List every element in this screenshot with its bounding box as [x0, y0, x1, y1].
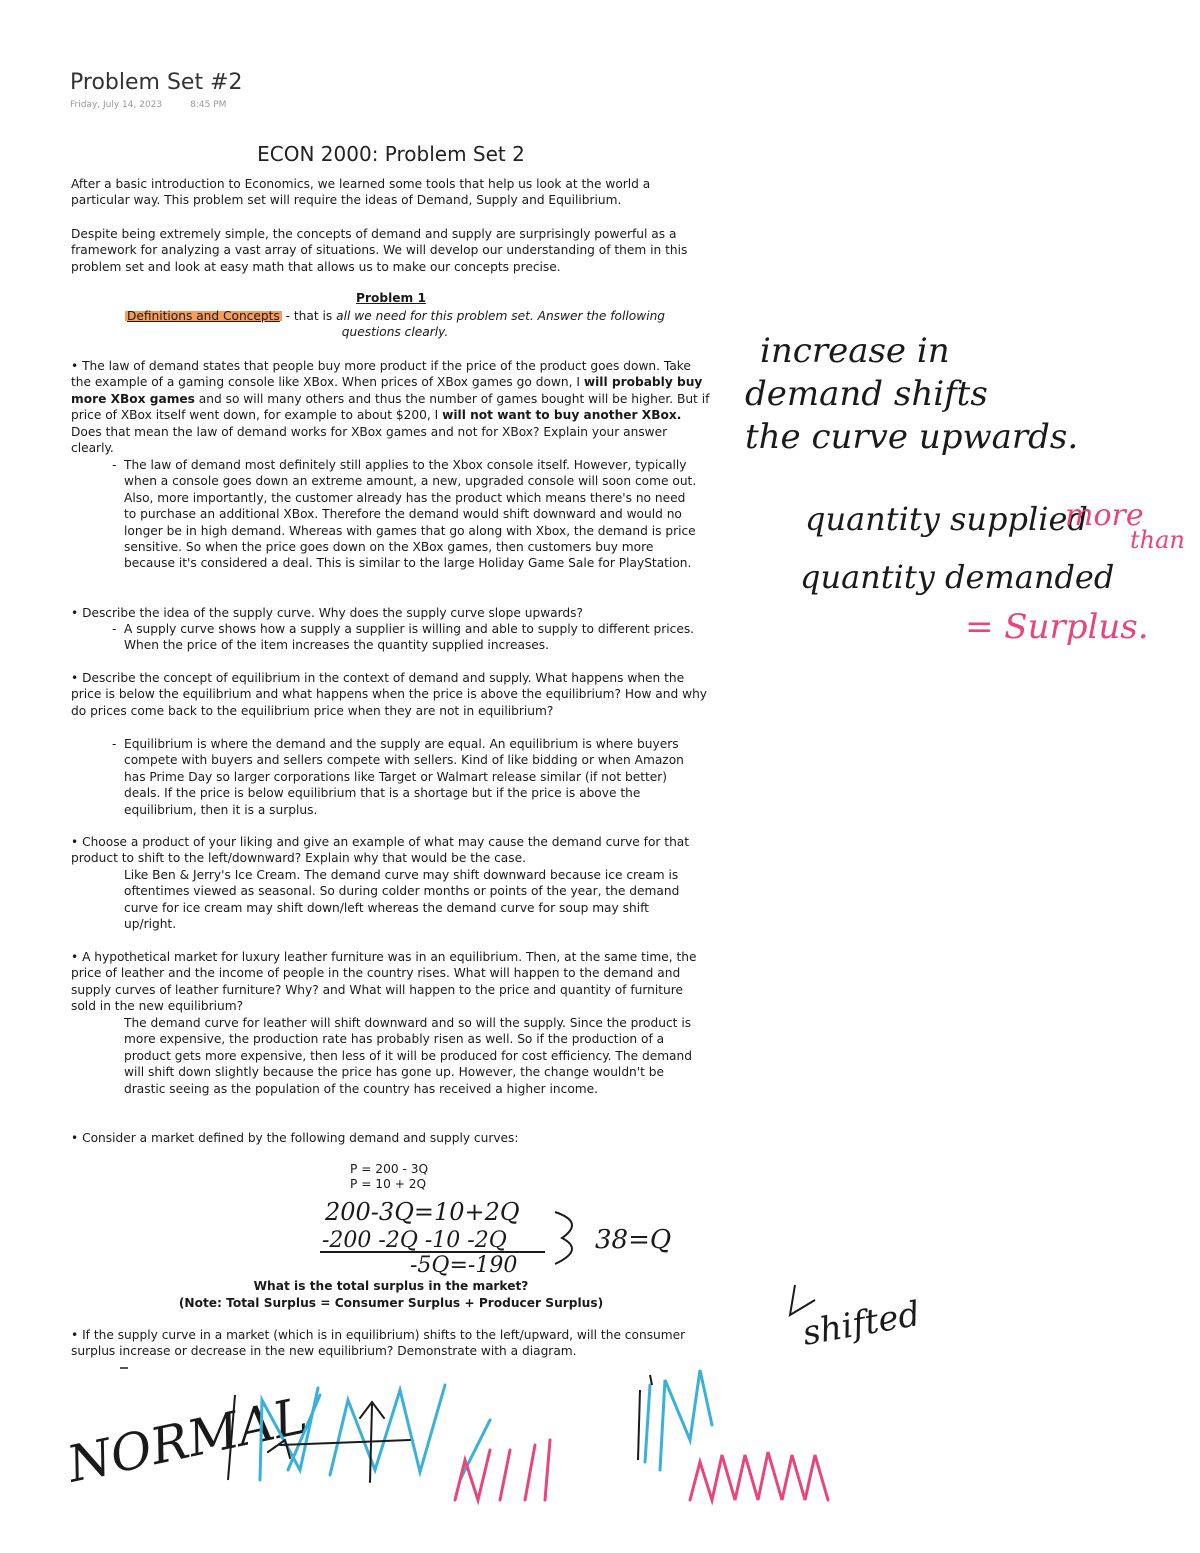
question-1-bold-b: will probably buy more XBox games	[71, 375, 703, 406]
surplus-question: What is the total surplus in the market?	[253, 1279, 529, 1293]
sketch-pink-strokes-right	[690, 1452, 828, 1500]
handwritten-note-2-than: than	[1130, 526, 1185, 554]
document-heading: ECON 2000: Problem Set 2	[257, 142, 525, 166]
answer-4: Like Ben & Jerry's Ice Cream. The demand curve may shift downward because ice cream is oftentimes viewed as seasonal. So during colder months or points of the year, the demand curve for ice cream may shift down/left whereas the demand curve for soup may shift up/right.	[124, 868, 680, 932]
question-1-text-c: and so will many others and thus the number of games bought will be higher. But if price of XBox itself went down, for example to about $200, I	[71, 391, 710, 423]
answer-3-text: Equilibrium is where the demand and the supply are equal. An equilibrium is where buyers compete with buyers and sellers compete with sellers. Kind of like bidding or when Amazon has Prime Day so larger corporations like Target or Walmart release similar (if not better) deals. If the price is below equilibrium that is a shortage but if the price is above the equilibrium, then it is a surplus.	[124, 737, 684, 817]
definitions-term-highlight: Definitions and Concepts	[126, 309, 280, 323]
question-6: • Consider a market defined by the following demand and supply curves:	[71, 1131, 519, 1145]
page-date-time: 8:45 PM	[190, 100, 227, 110]
answer-1-text: The law of demand most definitely still applies to the Xbox console itself. However, typically when a console goes down an extreme amount, a new, upgraded console will soon come out. Also, more importantly, the customer already has the product which means there's no need to purchase an additional XBox. Therefore the demand would shift downward and would no longer be in high demand. Whereas with games that go along with Xbox, the demand is price sensitive. So when the price goes down on the XBox games, then customers buy more because it's considered a deal. This is similar to the large Holiday Game Sale for PlayStation.	[124, 458, 697, 571]
handwritten-note-1-line-3: the curve upwards.	[745, 417, 1079, 457]
handwritten-math-line-3: -5Q=-190	[410, 1253, 518, 1278]
question-2: • Describe the idea of the supply curve. Why does the supply curve slope upwards?	[71, 606, 583, 620]
handwritten-note-2-line-2: quantity demanded	[800, 558, 1115, 596]
definitions-rest-italic: all we need for this problem set. Answer the following questions clearly.	[336, 309, 666, 340]
question-7: • If the supply curve in a market (which is in equilibrium) shifts to the left/upward, will the consumer surplus increase or decrease in the new equilibrium? Demonstrate with a diagram.	[71, 1328, 686, 1359]
handwritten-normal: NORMAL	[62, 1386, 313, 1494]
equation-supply: P = 10 + 2Q	[350, 1177, 427, 1191]
page-title: Problem Set #2	[70, 70, 243, 95]
answer-dash: -	[112, 622, 117, 636]
question-5: • A hypothetical market for luxury leather furniture was in an equilibrium. Then, at the same time, the price of leather and the income of people in the country rises. What will happen to the demand and supply curves of leather furniture? Why? and What will happen to the price and quantity of furniture sold in the new equilibrium?	[71, 950, 697, 1014]
page-date-day: Friday, July 14, 2023	[70, 100, 163, 110]
question-1-text-a: • The law of demand states that people buy more product if the price of the product goes down. Take the example of a gaming console like XBox. When prices of XBox games go down, I	[71, 359, 691, 390]
handwritten-math-line-2: -200 -2Q -10 -2Q	[322, 1228, 507, 1253]
answer-dash: -	[112, 458, 117, 472]
question-4: • Choose a product of your liking and give an example of what may cause the demand curve for that product to shift to the left/downward? Explain why that would be the case.	[71, 835, 690, 866]
sketch-pink-strokes	[455, 1440, 550, 1500]
question-1-text-e: Does that mean the law of demand works for XBox games and not for XBox? Explain your answer clearly.	[71, 424, 668, 456]
surplus-note: (Note: Total Surplus = Consumer Surplus + Producer Surplus)	[178, 1296, 604, 1310]
handwritten-note-2-line-3: = Surplus.	[965, 607, 1149, 647]
question-3: • Describe the concept of equilibrium in the context of demand and supply. What happens when the price is below the equilibrium and what happens when the price is above the equilibrium? How and why do prices come back to the equilibrium price when they are not in equilibrium?	[71, 671, 708, 718]
answer-dash: -	[112, 737, 117, 751]
sketch-blue-strokes-right	[645, 1370, 712, 1470]
handwritten-note-1-line-2: demand shifts	[745, 374, 988, 414]
equation-demand: P = 200 - 3Q	[350, 1162, 429, 1176]
handwritten-note-1-line-1: increase in	[760, 331, 950, 371]
definitions-rest-a: - that is	[281, 309, 337, 323]
intro-paragraph-1: After a basic introduction to Economics, we learned some tools that help us look at the world a particular way. This problem set will require the ideas of Demand, Supply and Equilibrium.	[71, 177, 651, 208]
question-1-bold-d: will not want to buy another XBox.	[442, 408, 682, 423]
handwritten-shifted: shifted	[799, 1293, 924, 1354]
handwritten-math-result: 38=Q	[595, 1225, 672, 1255]
handwritten-note-2-line-1: quantity supplied	[805, 500, 1088, 538]
handwritten-down-arrow-icon	[790, 1285, 815, 1315]
handwritten-brace	[555, 1212, 572, 1264]
handwritten-math-line-1: 200-3Q=10+2Q	[325, 1198, 520, 1226]
answer-5: The demand curve for leather will shift downward and so will the supply. Since the product is more expensive, the production rate has probably risen as well. So if the production of a product gets more expensive, then less of it will be produced for cost efficiency. The demand will shift down slightly because the price has gone up. However, the change wouldn't be drastic seeing as the population of the country has received a higher income.	[124, 1016, 692, 1096]
intro-paragraph-2: Despite being extremely simple, the concepts of demand and supply are surprisingly powerful as a framework for analyzing a vast array of situations. We will develop our understanding of them in this problem set and look at easy math that allows us to make our concepts precise.	[71, 227, 688, 274]
answer-2-text: A supply curve shows how a supply a supplier is willing and able to supply to different prices. When the price of the item increases the quantity supplied increases.	[124, 622, 695, 653]
handwritten-note-2-more: more	[1065, 498, 1144, 533]
problem-label: Problem 1	[356, 291, 426, 305]
